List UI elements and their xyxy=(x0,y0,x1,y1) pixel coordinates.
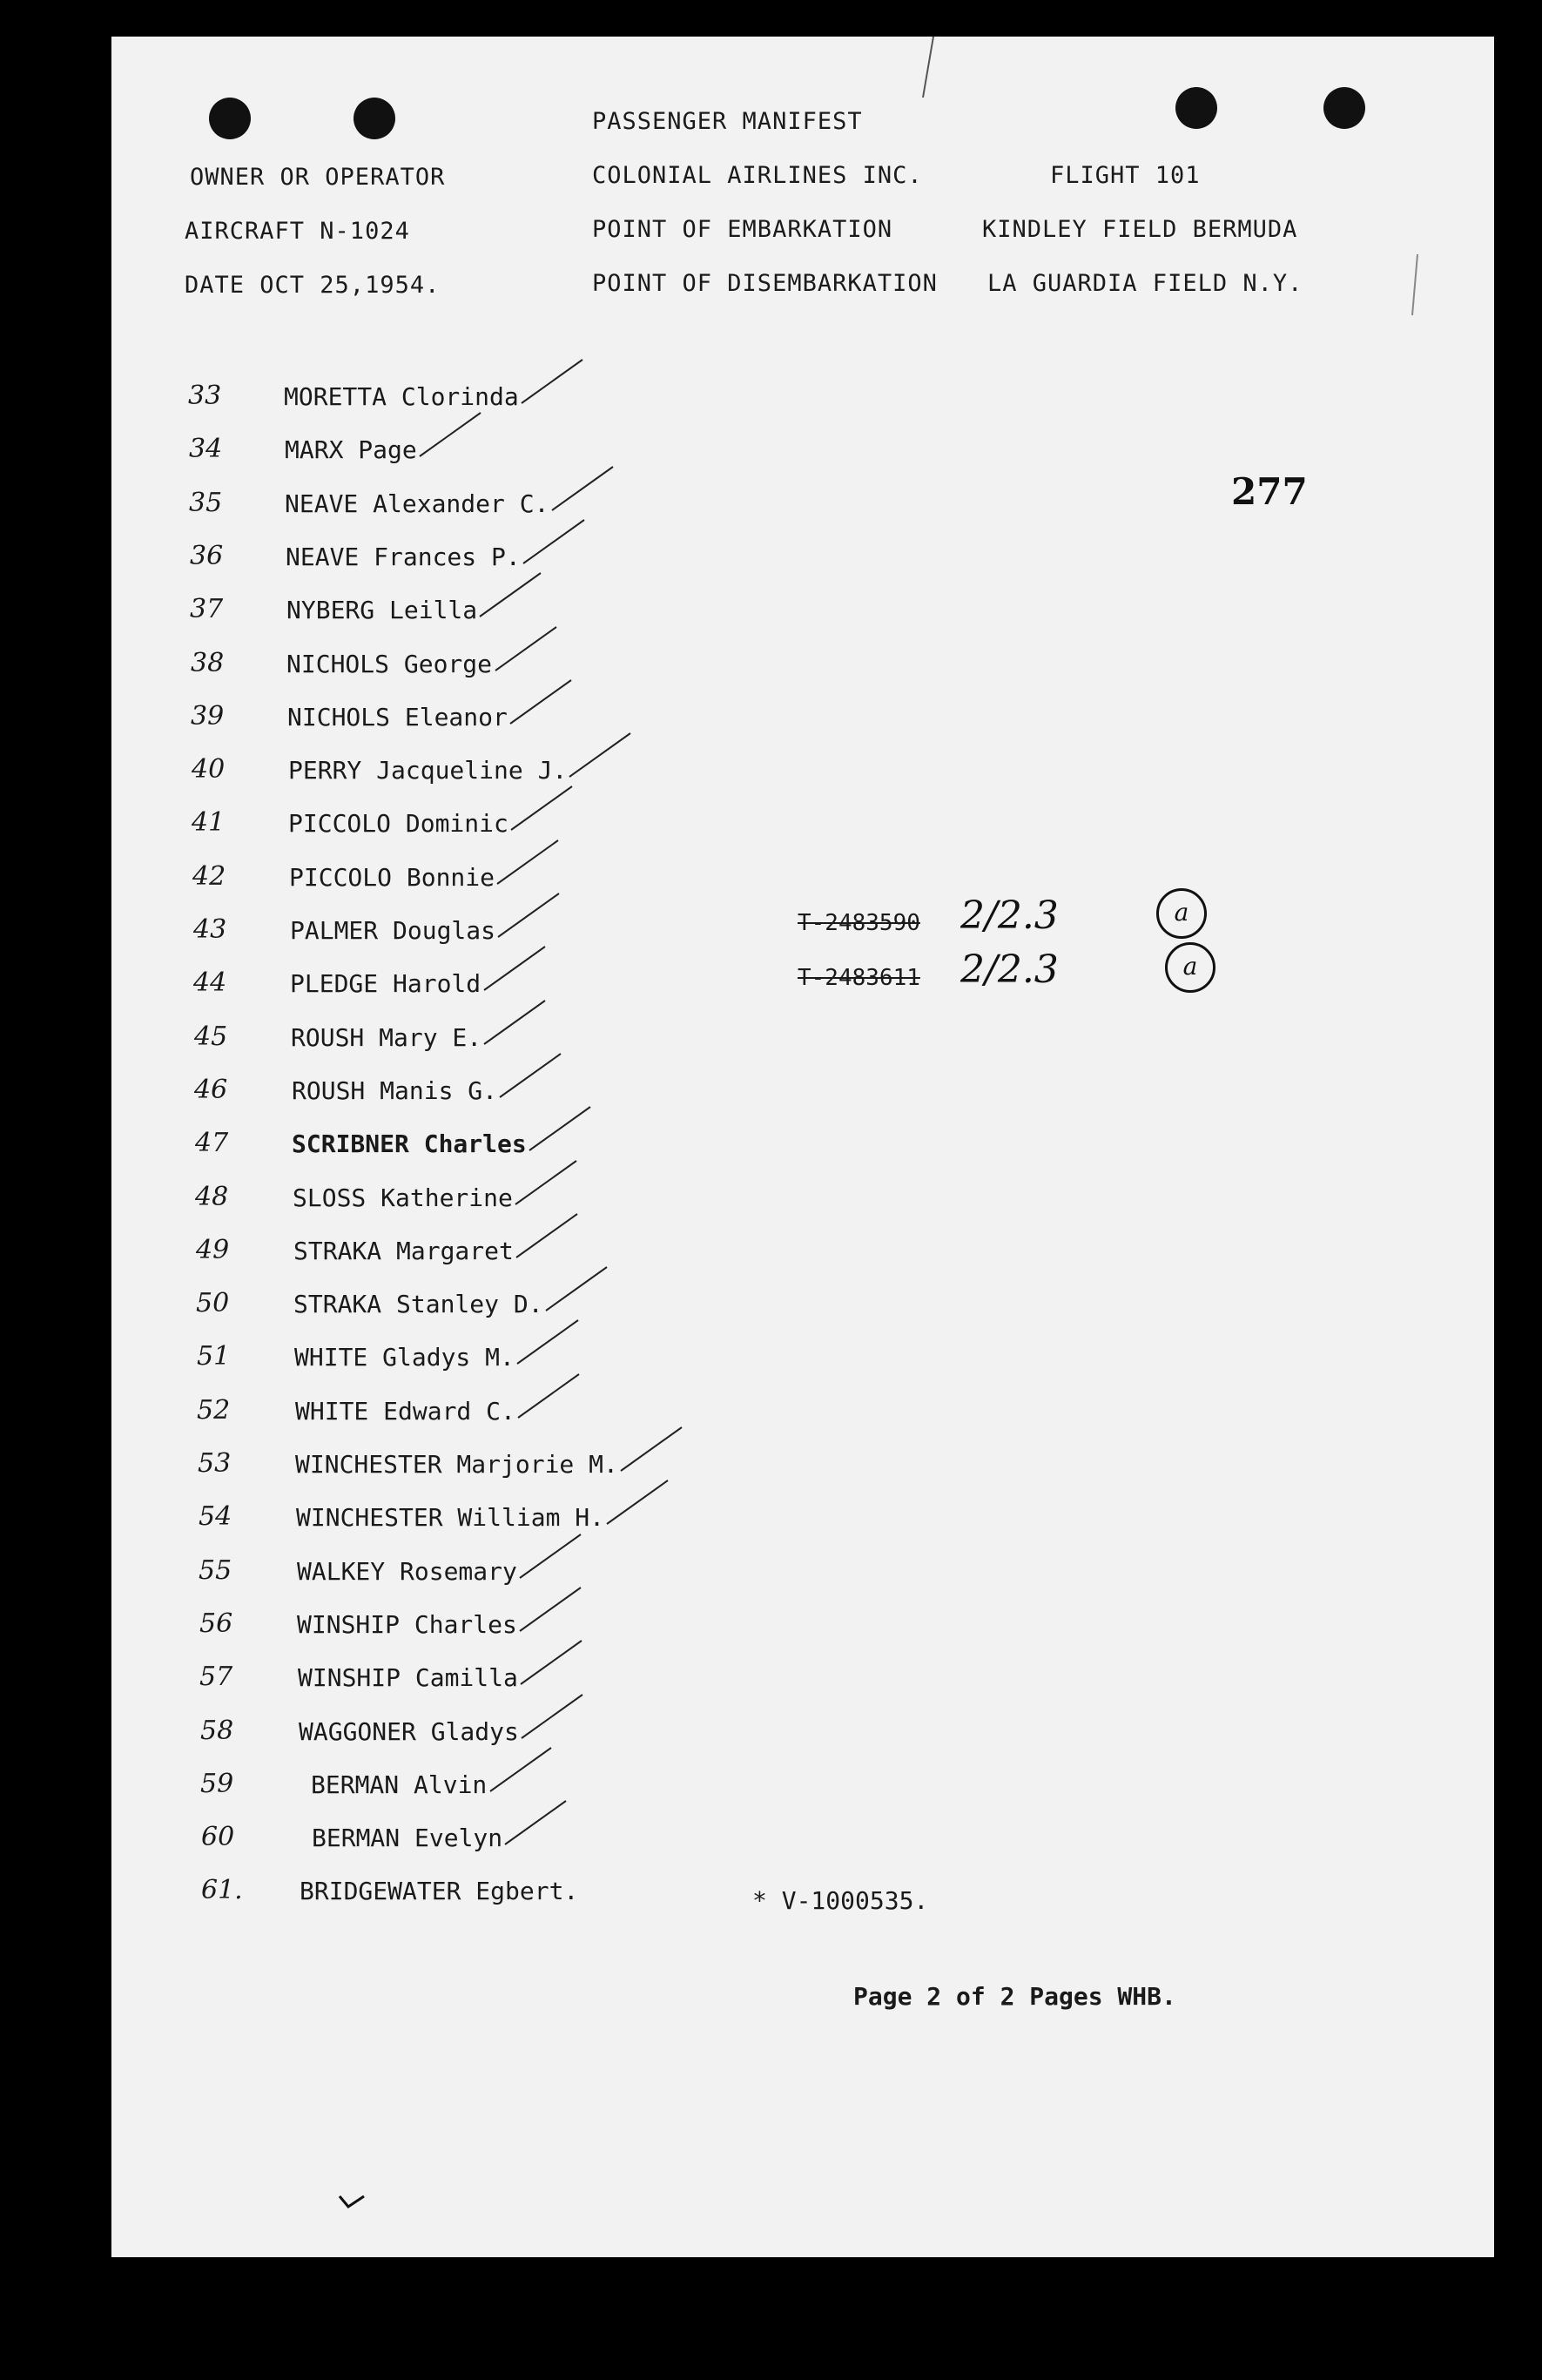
passenger-name: STRAKA Margaret xyxy=(293,1237,514,1265)
passenger-number: 60 xyxy=(201,1822,235,1852)
check-mark xyxy=(529,1107,590,1150)
flight-number: FLIGHT 101 xyxy=(1050,162,1201,189)
passenger-name: BERMAN Evelyn xyxy=(312,1824,503,1852)
passenger-name: NICHOLS Eleanor xyxy=(287,703,508,732)
passenger-name: WINSHIP Camilla xyxy=(298,1663,518,1692)
check-mark xyxy=(515,1161,576,1204)
passenger-number: 37 xyxy=(190,594,224,624)
disembarkation-label: POINT OF DISEMBARKATION xyxy=(592,270,938,297)
passenger-number: 54 xyxy=(199,1501,232,1532)
passenger-name: ROUSH Manis G. xyxy=(292,1076,498,1105)
passenger-number: 47 xyxy=(195,1128,229,1158)
passenger-number: 41 xyxy=(192,807,226,838)
check-mark xyxy=(552,467,613,510)
passenger-name: PERRY Jacqueline J. xyxy=(288,756,568,785)
check-mark xyxy=(520,1588,581,1631)
handwritten-note: 2/2.3 xyxy=(960,947,1059,992)
passenger-number: 61. xyxy=(201,1875,243,1905)
passenger-number: 51 xyxy=(197,1341,231,1372)
circled-note: a xyxy=(1156,888,1207,939)
check-mark xyxy=(522,1695,582,1738)
passenger-number: 42 xyxy=(192,861,226,892)
passenger-name: WALKEY Rosemary xyxy=(297,1557,517,1586)
visa-number: * V-1000535. xyxy=(752,1886,929,1915)
passenger-name: MORETTA Clorinda xyxy=(284,382,519,411)
check-mark xyxy=(497,840,558,884)
check-mark xyxy=(484,947,545,990)
embarkation-label: POINT OF EMBARKATION xyxy=(592,216,893,243)
passenger-number: 33 xyxy=(188,381,222,411)
pencil-mark xyxy=(923,37,933,98)
passenger-name: WINCHESTER Marjorie M. xyxy=(295,1450,618,1479)
check-mark xyxy=(510,680,571,724)
check-mark xyxy=(511,786,572,830)
check-mark xyxy=(516,1214,577,1257)
operator-name: COLONIAL AIRLINES INC. xyxy=(592,162,923,189)
check-mark xyxy=(480,573,541,617)
passenger-name: SCRIBNER Charles xyxy=(292,1129,527,1158)
owner-label: OWNER OR OPERATOR xyxy=(190,164,446,191)
passenger-name: NEAVE Alexander C. xyxy=(285,489,549,518)
check-mark xyxy=(521,1641,582,1684)
passenger-name: WINCHESTER William H. xyxy=(296,1503,605,1532)
check-mark xyxy=(484,1001,545,1044)
manifest-sheet xyxy=(111,37,1494,2257)
passenger-number: 59 xyxy=(200,1769,234,1799)
passenger-name: SLOSS Katherine xyxy=(293,1183,513,1212)
check-marks-layer xyxy=(111,37,1494,2257)
passenger-number: 56 xyxy=(199,1608,233,1639)
passenger-name: PLEDGE Harold xyxy=(290,969,481,998)
check-mark xyxy=(607,1480,668,1524)
passenger-name: WHITE Gladys M. xyxy=(294,1343,515,1372)
circled-note: a xyxy=(1165,942,1215,993)
passenger-name: BRIDGEWATER Egbert. xyxy=(300,1877,579,1905)
embarkation-place: KINDLEY FIELD BERMUDA xyxy=(982,216,1298,243)
passenger-number: 43 xyxy=(193,914,227,945)
passenger-name: WINSHIP Charles xyxy=(297,1610,517,1639)
check-mark xyxy=(523,520,584,563)
passenger-number: 38 xyxy=(191,648,225,678)
passenger-number: 49 xyxy=(196,1235,230,1265)
check-mark xyxy=(505,1801,566,1844)
ticket-number: T-2483590 xyxy=(798,910,920,936)
passenger-number: 55 xyxy=(199,1555,232,1586)
check-mark xyxy=(569,733,630,777)
passenger-name: NYBERG Leilla xyxy=(286,596,478,624)
handwritten-note: 2/2.3 xyxy=(960,893,1059,938)
passenger-name: WAGGONER Gladys xyxy=(299,1717,519,1746)
passenger-name: WHITE Edward C. xyxy=(295,1397,515,1426)
passenger-name: BERMAN Alvin xyxy=(311,1770,488,1799)
passenger-number: 35 xyxy=(189,488,223,518)
passenger-number: 50 xyxy=(196,1288,230,1318)
page-footer: Page 2 of 2 Pages WHB. xyxy=(853,1982,1176,2011)
passenger-name: MARX Page xyxy=(285,435,417,464)
check-mark xyxy=(490,1748,551,1791)
date-label: DATE OCT 25,1954. xyxy=(185,272,441,299)
check-mark xyxy=(495,627,556,671)
passenger-number: 53 xyxy=(198,1448,232,1479)
passenger-number: 52 xyxy=(197,1395,231,1426)
disembarkation-place: LA GUARDIA FIELD N.Y. xyxy=(987,270,1303,297)
passenger-number: 40 xyxy=(192,754,226,785)
passenger-number: 58 xyxy=(200,1716,234,1746)
passenger-number: 57 xyxy=(199,1662,233,1692)
check-mark xyxy=(546,1267,607,1311)
check-mark xyxy=(517,1320,578,1364)
passenger-name: NEAVE Frances P. xyxy=(286,543,521,571)
passenger-name: PICCOLO Dominic xyxy=(288,809,508,838)
check-mark xyxy=(520,1534,581,1578)
passenger-number: 34 xyxy=(189,434,223,464)
passenger-number: 36 xyxy=(190,541,224,571)
aircraft-label: AIRCRAFT N-1024 xyxy=(185,218,410,245)
passenger-name: STRAKA Stanley D. xyxy=(293,1290,543,1318)
passenger-number: 45 xyxy=(194,1021,228,1052)
pencil-mark xyxy=(1412,254,1417,315)
page-stamp-number: 277 xyxy=(1231,470,1308,513)
manifest-title: PASSENGER MANIFEST xyxy=(592,108,863,135)
check-mark xyxy=(522,360,582,403)
passenger-name: PICCOLO Bonnie xyxy=(289,863,495,892)
check-mark xyxy=(420,413,481,456)
check-mark xyxy=(500,1054,561,1097)
passenger-number: 48 xyxy=(195,1182,229,1212)
passenger-name: ROUSH Mary E. xyxy=(291,1023,482,1052)
check-mark xyxy=(340,2196,364,2207)
check-mark xyxy=(518,1374,579,1418)
passenger-number: 46 xyxy=(194,1075,228,1105)
passenger-name: NICHOLS George xyxy=(286,650,493,678)
check-mark xyxy=(498,893,559,937)
passenger-number: 39 xyxy=(191,701,225,732)
passenger-name: PALMER Douglas xyxy=(290,916,496,945)
passenger-number: 44 xyxy=(193,968,227,998)
ticket-number: T-2483611 xyxy=(798,965,920,991)
check-mark xyxy=(621,1427,682,1471)
